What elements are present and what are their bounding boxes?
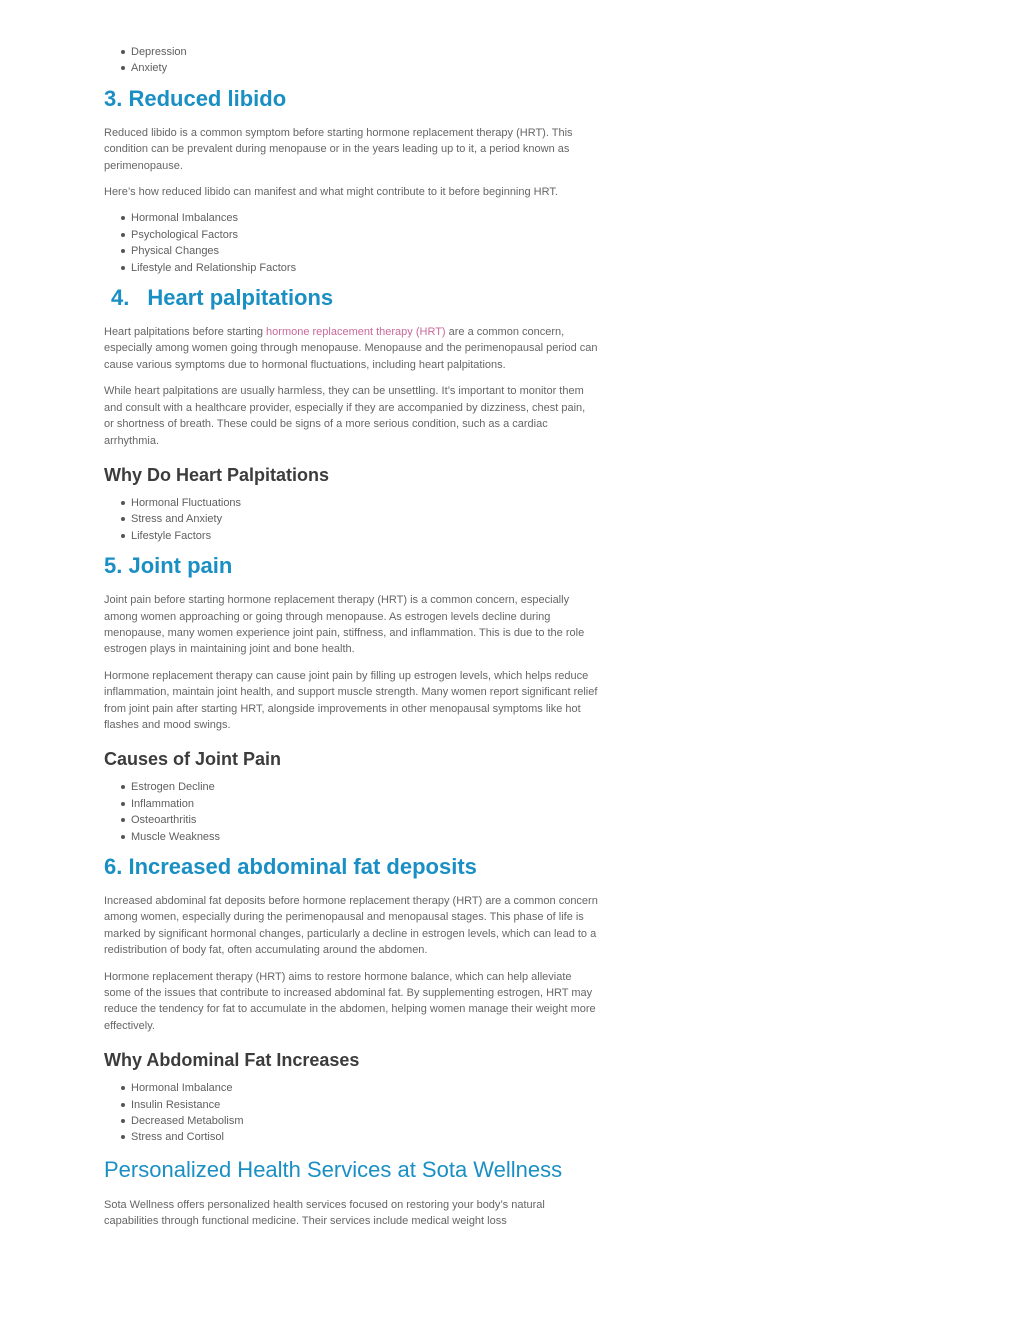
section-number: 4. <box>111 285 130 311</box>
reduced-libido-list <box>104 210 598 276</box>
article-content <box>104 44 598 1240</box>
subheading-why-heart-palpitations: Why Do Heart Palpitations <box>104 464 330 485</box>
list-item: Lifestyle and Relationship Factors <box>131 260 598 276</box>
paragraph: Here’s how reduced libido can manifest and what might contribute to it before beginning HRT. <box>104 186 558 199</box>
heart-palpitations-list <box>104 495 598 544</box>
hrt-link[interactable]: hormone replacement therapy (HRT) <box>266 326 446 339</box>
list-item: Stress and Anxiety <box>131 511 598 527</box>
paragraph-text: are a common concern, especially among women going through menopause. Menopause and the perimenopausal period can cause various symptoms due to hormonal fluctuations, including heart palpitations. <box>104 326 598 371</box>
section-heading-abdominal-fat: 6. Increased abdominal fat deposits <box>104 854 477 879</box>
paragraph: Increased abdominal fat deposits before hormone replacement therapy (HRT) are a common concern among women, especially during the perimenopausal and menopausal stages. This phase of life is marked by significant hormonal changes, particularly a decline in estrogen levels, which can lead to a redistribution of body fat, often accumulating around the abdomen. <box>104 895 598 957</box>
paragraph: While heart palpitations are usually harmless, they can be unsettling. It’s important to monitor them and consult with a healthcare provider, especially if they are accompanied by dizziness, chest pain, or shortness of breath. These could be signs of a more serious condition, such as a cardiac arrhythmia. <box>104 385 586 447</box>
paragraph: Reduced libido is a common symptom before starting hormone replacement therapy (HRT). This condition can be prevalent during menopause or in the years leading up to it, a period known as perimenopause. <box>104 126 573 172</box>
section-title: Heart palpitations <box>147 285 334 311</box>
list-item: Hormonal Imbalances <box>131 210 598 226</box>
list-item: Insulin Resistance <box>131 1097 598 1113</box>
abdominal-fat-list <box>104 1080 598 1146</box>
list-item: Estrogen Decline <box>131 779 598 795</box>
list-item: Lifestyle Factors <box>131 528 598 544</box>
list-item: Anxiety <box>131 60 598 76</box>
list-item: Decreased Metabolism <box>131 1113 598 1129</box>
paragraph: Sota Wellness offers personalized health services focused on restoring your body’s natural capabilities through functional medicine. Their services include medical weight loss <box>104 1198 545 1228</box>
list-item: Hormonal Imbalance <box>131 1080 598 1096</box>
list-item: Osteoarthritis <box>131 812 598 828</box>
list-item: Stress and Cortisol <box>131 1129 598 1145</box>
section-heading-heart-palpitations <box>104 284 598 312</box>
list-item: Physical Changes <box>131 243 598 259</box>
list-item: Hormonal Fluctuations <box>131 495 598 511</box>
paragraph-text: Heart palpitations before starting <box>104 326 267 339</box>
section-heading-personalized-services: Personalized Health Services at Sota Wellness <box>104 1156 563 1182</box>
list-item: Psychological Factors <box>131 227 598 243</box>
paragraph: Hormone replacement therapy (HRT) aims to restore hormone balance, which can help alleviate some of the issues that contribute to increased abdominal fat. By supplementing estrogen, HRT may reduce the tendency for fat to accumulate in the abdomen, helping women manage their weight more effectively. <box>104 970 596 1032</box>
list-item: Muscle Weakness <box>131 829 598 845</box>
subheading-causes-joint-pain: Causes of Joint Pain <box>104 749 282 770</box>
section-heading-joint-pain: 5. Joint pain <box>104 553 233 579</box>
paragraph <box>104 324 598 373</box>
paragraph: Joint pain before starting hormone replacement therapy (HRT) is a common concern, especially among women approaching or going through menopause. As estrogen levels decline during menopause, many women experience joint pain, stiffness, and inflammation. This is due to the role estrogen plays in maintaining joint and bone health. <box>104 594 585 656</box>
list-item: Inflammation <box>131 796 598 812</box>
section-heading-reduced-libido: 3. Reduced libido <box>104 85 287 111</box>
intro-list <box>104 44 598 77</box>
subheading-why-abdominal-fat: Why Abdominal Fat Increases <box>104 1050 360 1071</box>
paragraph: Hormone replacement therapy can cause joint pain by filling up estrogen levels, which helps reduce inflammation, maintain joint health, and support muscle strength. Many women report significant relief from joint pain after starting HRT, alongside improvements in other menopausal symptoms like hot flashes and mood swings. <box>104 669 598 731</box>
list-item: Depression <box>131 44 598 60</box>
joint-pain-list <box>104 779 598 845</box>
